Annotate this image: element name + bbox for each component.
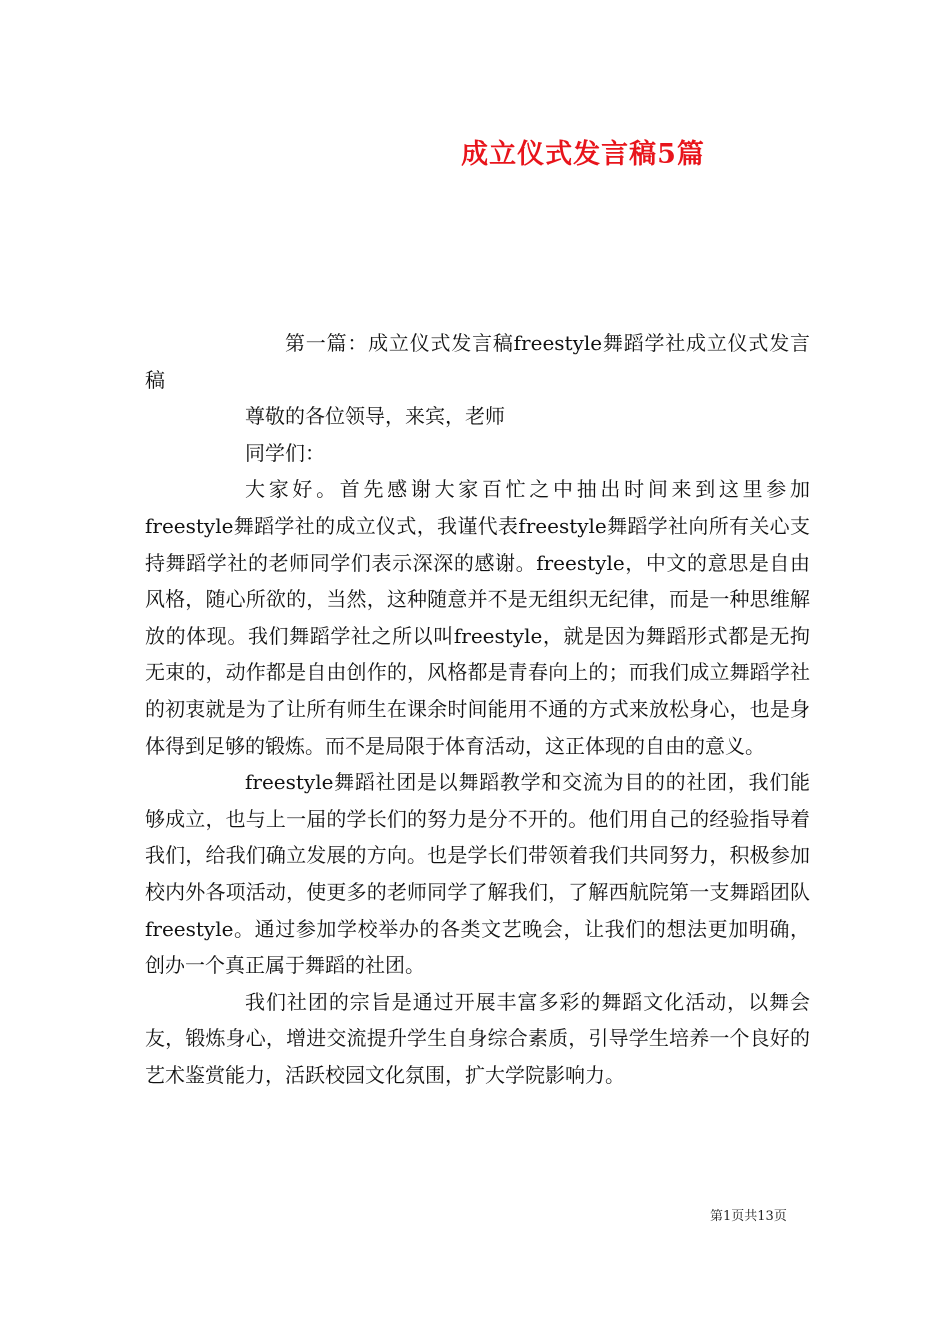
page-number: 第1页共13页 bbox=[710, 1209, 787, 1224]
body-paragraph: 大家好。首先感谢大家百忙之中抽出时间来到这里参加freestyle舞蹈学社的成立仪式，我谨代表freestyle舞蹈学社向所有关心支持舞蹈学社的老师同学们表示深深的感谢。freestyle，中文的意思是自由风格，随心所欲的，当然，这种随意并不是无组织无纪律，而是一种思维解放的体现。我们舞蹈学社之所以叫freestyle，就是因为舞蹈形式都是无拘无束的，动作都是自由创作的，风格都是青春向上的；而我们成立舞蹈学社的初衷就是为了让所有师生在课余时间能用不通的方式来放松身心，也是身体得到足够的锻炼。而不是局限于体育活动，这正体现的自由的意义。 bbox=[145, 477, 810, 758]
salutation-line: 同学们： bbox=[245, 440, 325, 465]
document-body bbox=[145, 325, 810, 1093]
body-paragraph: 我们社团的宗旨是通过开展丰富多彩的舞蹈文化活动，以舞会友，锻炼身心，增进交流提升学生自身综合素质，引导学生培养一个良好的艺术鉴赏能力，活跃校园文化氛围，扩大学院影响力。 bbox=[145, 989, 810, 1087]
salutation-line: 尊敬的各位领导，来宾，老师 bbox=[245, 404, 505, 429]
document-title: 成立仪式发言稿5篇 bbox=[461, 139, 705, 170]
section-heading: 第一篇：成立仪式发言稿freestyle舞蹈学社成立仪式发言稿 bbox=[145, 331, 810, 392]
body-paragraph: freestyle舞蹈社团是以舞蹈教学和交流为目的的社团，我们能够成立，也与上一届的学长们的努力是分不开的。他们用自己的经验指导着我们，给我们确立发展的方向。也是学长们带领着我们共同努力，积极参加校内外各项活动，使更多的老师同学了解我们，了解西航院第一支舞蹈团队freestyle。通过参加学校举办的各类文艺晚会，让我们的想法更加明确，创办一个真正属于舞蹈的社团。 bbox=[145, 770, 810, 978]
